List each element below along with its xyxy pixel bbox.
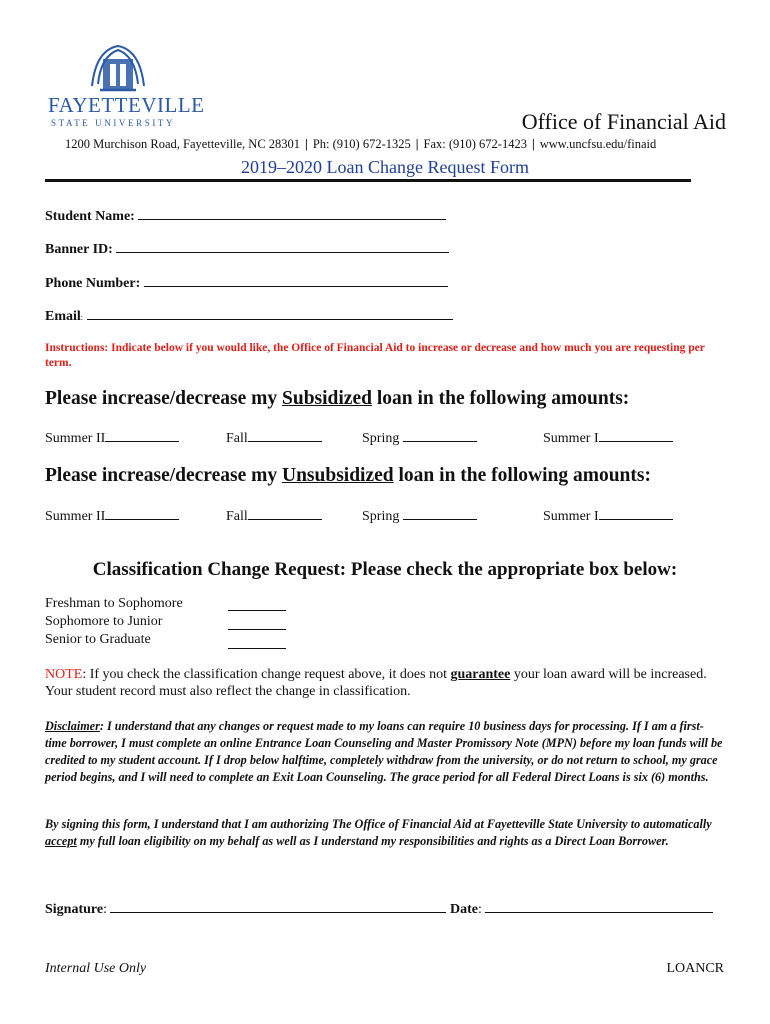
authorization-text: By signing this form, I understand that I am authorizing The Office of Financial Aid at Fayetteville State University to automatically [45, 817, 712, 831]
signature-input[interactable] [110, 900, 446, 913]
phone-number-field [45, 274, 448, 292]
disclaimer-paragraph [45, 718, 725, 786]
unsubsidized-spring [362, 507, 477, 525]
unsubsidized-summer-i [543, 507, 673, 525]
authorization-paragraph [45, 816, 725, 850]
note-paragraph [45, 666, 735, 700]
term-label: Summer I [543, 509, 599, 524]
term-label: Fall [226, 431, 248, 446]
email-label: Email [45, 309, 81, 324]
student-name-input[interactable] [138, 207, 446, 220]
email-input[interactable] [87, 307, 453, 320]
subsidized-summer-i [543, 429, 673, 447]
contact-address: 1200 Murchison Road, Fayetteville, NC 28301 [65, 137, 301, 151]
classification-checkbox-line[interactable] [228, 609, 286, 611]
contact-website[interactable]: www.uncfsu.edu/finaid [539, 137, 657, 151]
amount-input[interactable] [403, 507, 477, 520]
amount-input[interactable] [403, 429, 477, 442]
term-label: Spring [362, 509, 403, 524]
logo-wordmark: FAYETTEVILLE [48, 93, 205, 117]
phone-number-input[interactable] [144, 274, 448, 287]
phone-number-label: Phone Number: [45, 276, 141, 291]
term-label: Spring [362, 431, 403, 446]
amount-input[interactable] [599, 429, 673, 442]
email-field: Email: [45, 307, 453, 325]
amount-input[interactable] [105, 507, 179, 520]
student-name-field [45, 207, 446, 225]
banner-id-field [45, 240, 449, 258]
note-text: : If you check the classification change request above, it does not [82, 667, 451, 682]
amount-input[interactable] [105, 429, 179, 442]
student-name-label: Student Name: [45, 209, 135, 224]
form-title: 2019–2020 Loan Change Request Form [241, 157, 529, 177]
subsidized-heading-prefix: Please increase/decrease my [45, 388, 282, 409]
office-title: Office of Financial Aid [521, 109, 726, 134]
subsidized-summer-ii [45, 429, 179, 447]
classification-option-label: Sophomore to Junior [45, 614, 163, 629]
unsubsidized-fall [226, 507, 322, 525]
instructions-text: Instructions: Indicate below if you would like, the Office of Financial Aid to increase or decrease and how much you are requesting per term. [45, 342, 705, 369]
note-text: your loan award will be increased. Your student record must also reflect the change in classification. [45, 667, 707, 699]
subsidized-loan-type: Subsidized [282, 388, 372, 409]
authorization-emphasis: accept [45, 834, 77, 848]
footer-form-code: LOANCR [666, 961, 724, 976]
subsidized-spring [362, 429, 477, 447]
disclaimer-label: Disclaimer [45, 719, 100, 733]
term-label: Summer I [543, 431, 599, 446]
unsubsidized-summer-ii [45, 507, 179, 525]
unsubsidized-heading [45, 465, 651, 487]
contact-fax: Fax: (910) 672-1423 [423, 137, 527, 151]
contact-phone: Ph: (910) 672-1325 [312, 137, 411, 151]
note-emphasis: guarantee [450, 667, 511, 682]
subsidized-heading [45, 388, 629, 410]
banner-id-input[interactable] [116, 240, 449, 253]
term-label: Summer II [45, 431, 106, 446]
amount-input[interactable] [599, 507, 673, 520]
term-label: Summer II [45, 509, 106, 524]
contact-separator: | [305, 137, 308, 151]
subsidized-heading-suffix: loan in the following amounts: [371, 388, 630, 409]
unsubsidized-loan-type: Unsubsidized [282, 465, 394, 486]
classification-option-label: Freshman to Sophomore [45, 596, 183, 611]
contact-separator: | [531, 137, 535, 151]
subsidized-fall [226, 429, 322, 447]
authorization-text: my full loan eligibility on my behalf as well as I understand my responsibilities and rights as a Direct Loan Borrower. [76, 834, 669, 848]
date-label: Date [449, 902, 478, 917]
amount-input[interactable] [248, 429, 322, 442]
logo-subtitle: STATE UNIVERSITY [51, 118, 176, 128]
unsubsidized-heading-suffix: loan in the following amounts: [393, 465, 651, 486]
date-input[interactable] [485, 900, 713, 913]
classification-heading: Classification Change Request: Please check the appropriate box below: [92, 559, 678, 580]
term-label: Fall [226, 509, 248, 524]
signature-label: Signature [45, 902, 104, 917]
unsubsidized-heading-prefix: Please increase/decrease my [45, 465, 282, 486]
header-divider [45, 179, 691, 182]
note-label: NOTE [45, 667, 83, 682]
banner-id-label: Banner ID: [45, 242, 113, 257]
contact-line [65, 137, 656, 152]
signature-row: Signature: Date: [45, 900, 713, 918]
classification-checkbox-line[interactable] [228, 628, 286, 630]
disclaimer-text: : I understand that any changes or request made to my loans can require 10 business days for processing. If I am a first-time borrower, I must complete an online Entrance Loan Counseling and Master Promissory Note (MPN) before my loan funds will be credited to my student account. If I drop below halftime, completely withdraw from the university, or do not return to school, my grace period begins, and I will need to complete an Exit Loan Counseling. The grace period for all Federal Direct Loans is six (6) months. [45, 719, 723, 784]
classification-checkbox-line[interactable] [228, 647, 286, 649]
classification-option-label: Senior to Graduate [45, 632, 151, 647]
footer-internal-use: Internal Use Only [45, 961, 147, 976]
contact-separator: | [415, 137, 419, 151]
amount-input[interactable] [248, 507, 322, 520]
